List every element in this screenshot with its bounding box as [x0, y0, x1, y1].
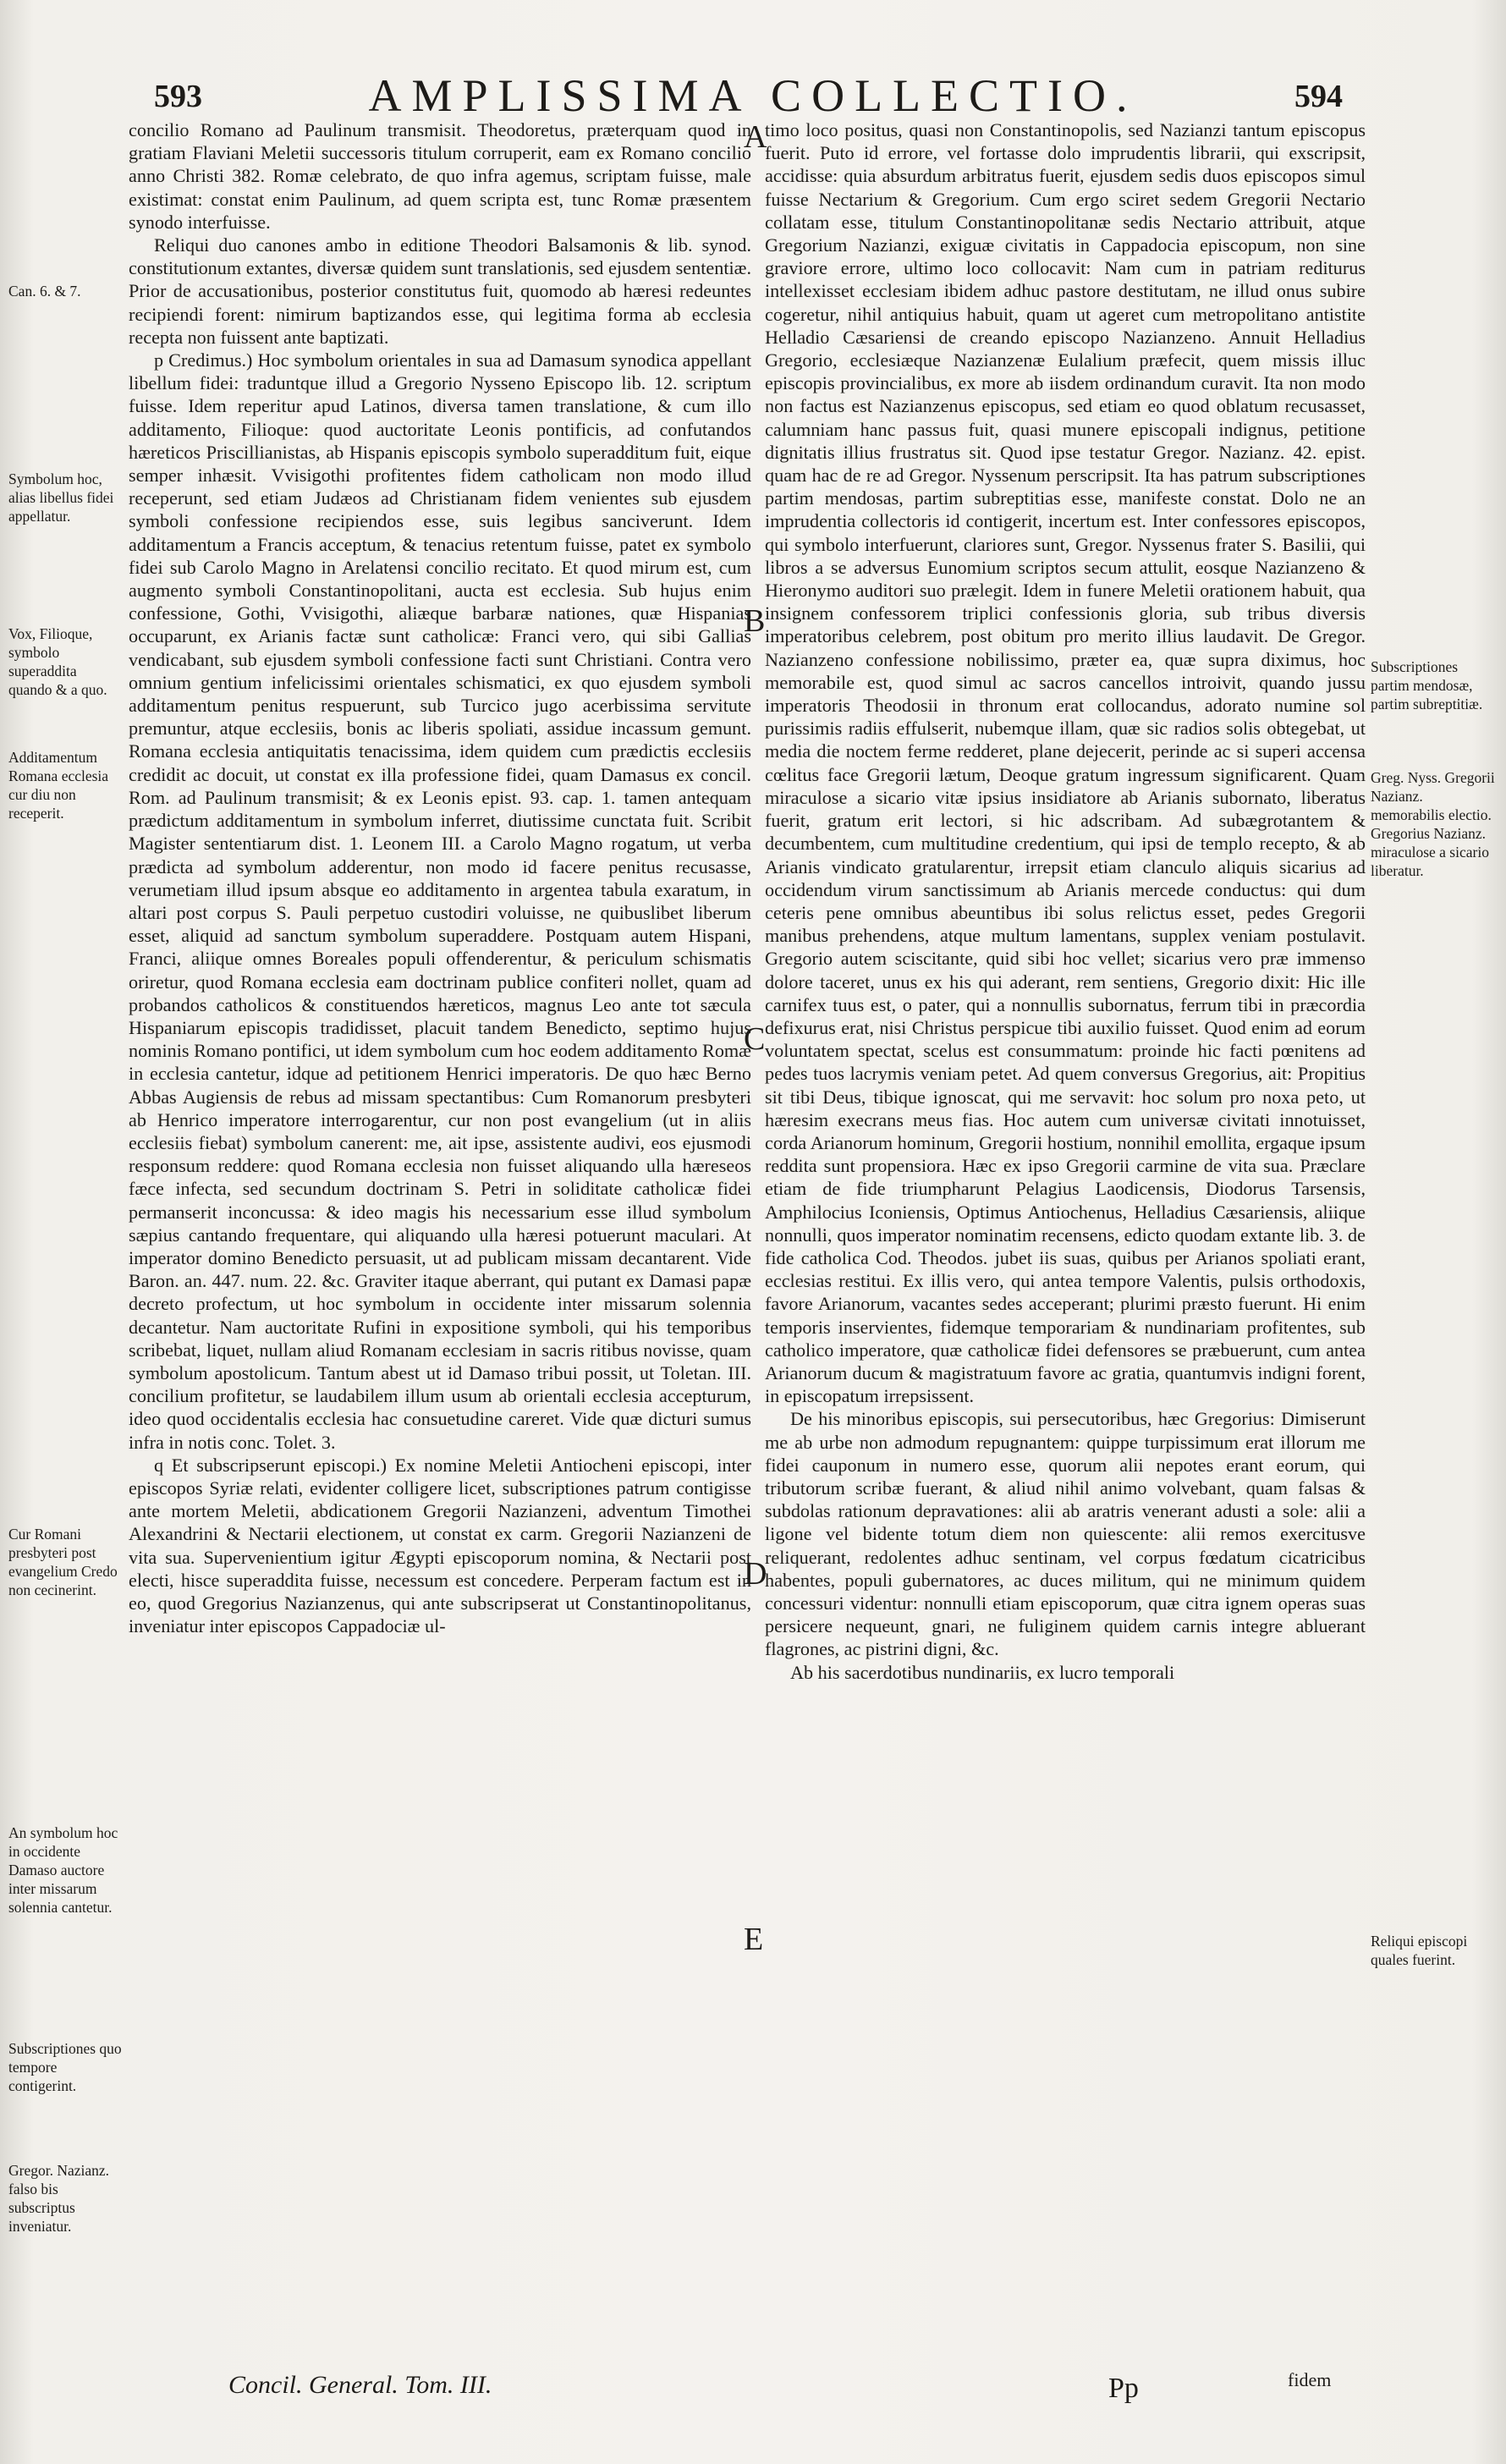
margin-note: Cur Romani presbyteri post evangelium Credo non cecinerint.: [8, 1526, 118, 1598]
margin-note: Can. 6. & 7.: [8, 283, 81, 300]
left-text-column: [129, 118, 751, 1637]
section-letter-a: A: [744, 119, 767, 155]
paragraph: p Credimus.) Hoc symbolum orientales in sua ad Damasum synodica appellant libellum fidei: traduntque illud a Gregorio Nysseno Episcopo lib. 12. scriptum fuisse. Idem reperitur apud Latinos, diversa tamen translatione, & cum illo additamento, Filioque: quod auctoritate Leonis pontificis, ad confutandos hæreticos Priscillianistas, ab Hispanis episcopis symbolo superadditum fuit, eique semper inhæsit. Vvisigothi profitentes fidem catholicam non modo illud receperunt, sed etiam Judæos ad Christianam fidem venientes sub ejusdem symboli confessione recipiendos esse, suis legibus sanciverunt. Idem additamentum a Francis acceptum, & tenacius retentum fuisse, patet ex symbolo fidei sub Carolo Magno in Arelatensi concilio recitato. Et quod mirum est, cum augmento symboli Constantinopolitani, aucta est ecclesia. Sub hujus enim confessione, Gothi, Vvisigothi, aliæque barbaræ nationes, quæ Hispanias occuparunt, ex Arianis factæ sunt catholicæ: Franci vero, qui sibi Gallias vendicabant, sub ejusdem symboli confessione facti sunt Christiani. Contra vero omnium gentium infelicissimi orientales schismatici, ex quo ejusdem symboli additamentum penitus respuerunt, sub Turcico jugo acerbissima servitute premuntur, atque ecclesiis, bonis ac liberis spoliati, assidue incassum gemunt. Romana ecclesia antiquitatis tenacissima, idem quidem cum prædictis ecclesiis credidit ac docuit, ut constat ex illa professione fidei, quam Damasus ex concil. Rom. ad Paulinum transmisit; & ex Leonis epist. 93. cap. 1. tamen antequam prædictum additamentum in symbolum inferret, diutissime cunctata fuit. Scribit Magister sententiarum dist. 1. Leonem III. a Carolo Magno rogatum, ut verba prædicta ad symbolum adderentur, non modo id facere penitus recusasse, verumetiam illud ipsum absque eo additamento in argentea tabula exaratum, in altari post corpus S. Pauli perpetuo custodiri voluisse, ne quibuslibet liberum esset, aliquid ad sanctum symbolum superaddere. Postquam autem Hispani, Franci, aliique omnes Boreales populi offenderentur, & periculum schismatis oriretur, quod Romana ecclesia eam doctrinam publice confiteri nollet, quam ad probandos catholicos & constituendos hæreticos, magnus Leo ante tot sæcula Hispaniarum episcopis tradidisset, placuit tandem Benedicto, septimo hujus nominis Romano pontifici, ut idem symbolum cum hoc eodem additamento Romæ in ecclesia cantetur, idque ad petitionem Henrici imperatoris. De quo hæc Berno Abbas Augiensis de rebus ad missam spectantibus: Cum Romanorum presbyteri ab Henrico imperatore interrogarentur, cur non post evangelium (ut in aliis ecclesiis fiebat) symbolum canerent: me, ait ipse, assistente audivi, eos ejusmodi responsum reddere: quod Romana ecclesia non fuisset aliquando ulla hæreseos fæce infecta, sed secundum doctrinam S. Petri in soliditate catholicæ fidei permanserit inconcussa: & ideo magis his necessarium esse illud symbolum sæpius cantando frequentare, qui aliquando ulla hæresi potuerunt maculari. At imperator domino Benedicto persuasit, ut ad publicam missam decantarent. Vide Baron. an. 447. num. 22. &c. Graviter itaque aberrant, qui putant ex Damasi papæ decreto profectum, ut hoc symbolum in occidente inter missarum solennia decantetur. Nam auctoritate Rufini in expositione symboli, qui his temporibus scribebat, liquet, nullam aliud Romanam ecclesiam in sacris ritibus novisse, quam symbolum apostolicum. Tantum abest ut id Damaso tribui possit, ut Toletan. III. concilium profitetur, se laudabilem illum usum ab orientali ecclesia accepturum, ideo quod occidentalis ecclesia hac consuetudine careret. Vide quæ dicturi sumus infra in notis conc. Tolet. 3.: [129, 349, 751, 1453]
right-text-column: [765, 118, 1366, 1684]
paragraph: Ab his sacerdotibus nundinariis, ex lucro temporali: [790, 1661, 1175, 1683]
catchword: fidem: [1288, 2369, 1332, 2390]
section-letter-b: B: [744, 603, 766, 639]
running-title: AMPLISSIMA COLLECTIO.: [368, 70, 1138, 121]
margin-note: Vox, Filioque, symbolo superaddita quando & a quo.: [8, 625, 107, 698]
right-page-number: 594: [1294, 79, 1343, 114]
margin-note: Greg. Nyss. Gregorii Nazianz. memorabilis electio. Gregorius Nazianz. miraculose a sicario liberatur.: [1371, 769, 1495, 879]
paragraph: De his minoribus episcopis, sui persecutoribus, hæc Gregorius: Dimiserunt me ab urbe non admodum repugnantem: quippe turpissimum erat illorum me fidei cauponum in numero esse, quorum alii nepotes erant eorum, qui tributorum scribæ fuerant, & aliud nihil animo volvebant, quam falsas & subdolas rationum depravationes: alii ab aratris venerant adusti a sole: alii a ligone vel bidente totum diem non quiescente: alii remos exercitusve reliquerant, redolentes adhuc sentinam, vel corpus fœdatum cicatricibus habentes, populi gubernatores, ac duces militum, qui ne minimum quidem concessuri videntur: nonnulli etiam episcoporum, quæ citra ignem operas suas persicere nequeunt, gnari, ne fuliginem quidem carnis integre abluerant flagrones, ac pistrini digni, &c.: [765, 1408, 1366, 1660]
margin-note: Additamentum Romana ecclesia cur diu non receperit.: [8, 749, 109, 822]
margin-note: Reliqui episcopi quales fuerint.: [1371, 1933, 1468, 1968]
section-letter-e: E: [744, 1922, 764, 1957]
section-letter-d: D: [744, 1556, 767, 1592]
margin-note: Gregor. Nazianz. falso bis subscriptus inveniatur.: [8, 2162, 110, 2235]
margin-note: Symbolum hoc, alias libellus fidei appellatur.: [8, 470, 114, 525]
signature-mark: Pp: [1108, 2373, 1139, 2404]
paragraph: Reliqui duo canones ambo in editione Theodori Balsamonis & lib. synod. constitutionum extantes, diversæ quidem sunt translationis, sed ejusdem sententiæ. Prior de accusationibus, posterior constitutus fuit, quomodo ab hæresi redeuntes recipiendi forent: nimirum baptizandos esse, qui legitima forma ab ecclesia recepta non fuissent ante baptizati.: [129, 234, 751, 348]
section-letter-c: C: [744, 1021, 766, 1057]
paragraph: timo loco positus, quasi non Constantinopolis, sed Nazianzi tantum episcopus fuerit. Puto id errore, vel fortasse dolo imprudentis librarii, qui exscripsit, accidisse: quia absurdum arbitratus fuerit, ejusdem sedis duos episcopos simul fuisse Nectarium & Gregorium. Cum ergo sciret sedem Gregorii Nectario collatam esse, titulum Constantinopolitanæ sedis Nectario attribuit, atque Gregorium Nazianzi, exiguæ civitatis in Cappadocia episcopum, non sine graviore errore, ultimo loco collocavit: Nam cum in patriam rediturus intellexisset ecclesiam ibidem adhuc pastore destitutam, ne illud onus subire cogeretur, nihil antiquius habuit, quam ut ageret cum metropolitano antistite Helladio Cæsariensi de creando episcopo Nazianzeno. Annuit Helladius Gregorio, ecclesiæque Nazianzenæ Eulalium præfecit, quem missis illuc episcopis provincialibus, ex more ab iisdem ordinandum curavit. Ita non modo non factus est Nazianzenus episcopus, sed etiam eo quod oblatum recusasset, calumniam hanc passus fuit, quasi munere episcopali indignus, petitione dignitatis illius frustratus sit. Quod ipse testatur Gregor. Nazianz. 42. epist. quam hac de re ad Gregor. Nyssenum perscripsit. Ita has patrum subscriptiones partim mendosas, partim subreptitias esse, manifeste constat. Dolo ne an imprudentia collectoris id contigerit, incertum est. Inter confessores episcopos, qui symbolo interfuerunt, clariores sunt, Gregor. Nyssenus frater S. Basilii, qui libros a se adversus Eunomium scriptos secum attulit, eosque Nazianzeno & Hieronymo auditori suo prælegit. Idem in funere Meletii orationem habuit, qua insignem confessorem triplici confessionis gloria, sub tribus diversis imperatoribus celebrem, post obitum pro merito illius laudavit. De Gregor. Nazianzeno confessione nobilissimo, præter ea, quæ supra diximus, hoc memorabile est, quod simul ac sacros cancellos introivit, quando jussu imperatoris Theodosii in thronum erat collocandus, adorato numine sol purissimis radiis effulserit, nubemque illam, quæ sic radios solis obtegebat, ut media die noctem ferme redderet, plane dejecerit, perinde ac si superi accensa cœlitus face Gregorii lætum, Deoque gratum ingressum significarent. Quam miraculose a sicario vitæ ipsius insidiatore ab Arianis subornato, liberatus fuerit, gratum erit lectori, si hic adscribam. Ad subægrotantem & decumbentem, cum multitudine credentium, qui ipsi de templo recepto, & ab Arianis vindicato gratularentur, irrepsit etiam clanculo aliquis sicarius ad occidendum virum sanctissimum ab Arianis mercede conductus: qui dum ceteris pene omnibus abeuntibus ibi solus relictus esset, pedes Gregorii manibus prehendens, atque multum lamentans, supplex veniam postulavit. Gregorio autem sciscitante, quid sibi hoc vellet; sicarius vero præ immenso dolore taceret, unus ex his qui aderant, rem sentiens, Gregorio dixit: Hic ille carnifex tuus est, o pater, qui a nonnullis subornatus, ferrum tibi in præcordia defixurus erat, nisi Christus perspicue tibi auxilio fuisset. Quod enim ad eorum voluntatem spectat, scelus est consummatum: proinde hic facti pœnitens ad pedes tuos lacrymis veniam petet. Ad quem conversus Gregorius, ait: Propitius sit tibi Deus, tibique ignoscat, qui me servavit: hoc solum pro noxa peto, ut hæresim execrans meus fias. Hoc autem cum universæ civitati innotuisset, corda Arianorum hominum, Gregorii hostium, nonnihil emollita, ergaque ipsum reddita sunt propensiora. Hæc ex ipso Gregorii carmine de vita sua. Præclare etiam de fide triumpharunt Pelagius Laodicensis, Diodorus Tarsensis, Amphilocius Iconiensis, Optimus Antiochenus, Helladius Cæsariensis, aliique nonnulli, quos imperator nominatim recensens, edicto quodam extante lib. 3. de fide catholica Cod. Theodos. jubet iis suas, quibus per Arianos spoliati erant, ecclesias restitui. Ex illis vero, qui antea tempore Valentis, pulsis orthodoxis, favore Arianorum, vacantes sedes acceperant; plurimi præsto fuerunt. Hi enim temporis inservientes, fidemque temporariam & nundinariam profitentes, sub catholico imperatore, quæ catholicæ fidei defensores se præbuerunt, cum antea Arianorum ducum & magistratuum favore ac gratia, quantumvis indigni forent, in episcopatum irrepsissent.: [765, 119, 1366, 1407]
left-page-number: 593: [154, 79, 202, 114]
margin-note: An symbolum hoc in occidente Damaso auctore inter missarum solennia cantetur.: [8, 1824, 118, 1916]
margin-note: Subscriptiones quo tempore contigerint.: [8, 2040, 122, 2094]
paragraph: concilio Romano ad Paulinum transmisit. Theodoretus, præterquam quod in gratiam Flaviani Meletii successoris titulum corruperit, eam ex Romano concilio anno Christi 382. Romæ celebrato, de quo infra agemus, scriptam fuisse, male existimat: constat enim Paulinum, ad quem scripta est, tunc Romæ præsentem synodo interfuisse.: [129, 119, 751, 233]
margin-note: Subscriptiones partim mendosæ, partim subreptitiæ.: [1371, 658, 1483, 712]
volume-footer: Concil. General. Tom. III.: [228, 2371, 492, 2399]
paragraph: q Et subscripserunt episcopi.) Ex nomine Meletii Antiocheni episcopi, inter episcopos Syriæ relati, evidenter colligere licet, subscriptiones patrum contigisse ante mortem Meletii, abdicationem Gregorii Nazianzeni, adventum Timothei Alexandrini & Nectarii electionem, ut constat ex carm. Gregorii Nazianzeni de vita sua. Supervenientium igitur Ægypti episcoporum nomina, & Nectarii post electi, hisce superaddita fuisse, necessum est concedere. Perperam factum est in eo, quod Gregorius Nazianzenus, qui ante subscripserat ut Constantinopolitanus, inveniatur inter episcopos Cappadociæ ul-: [129, 1454, 751, 1637]
